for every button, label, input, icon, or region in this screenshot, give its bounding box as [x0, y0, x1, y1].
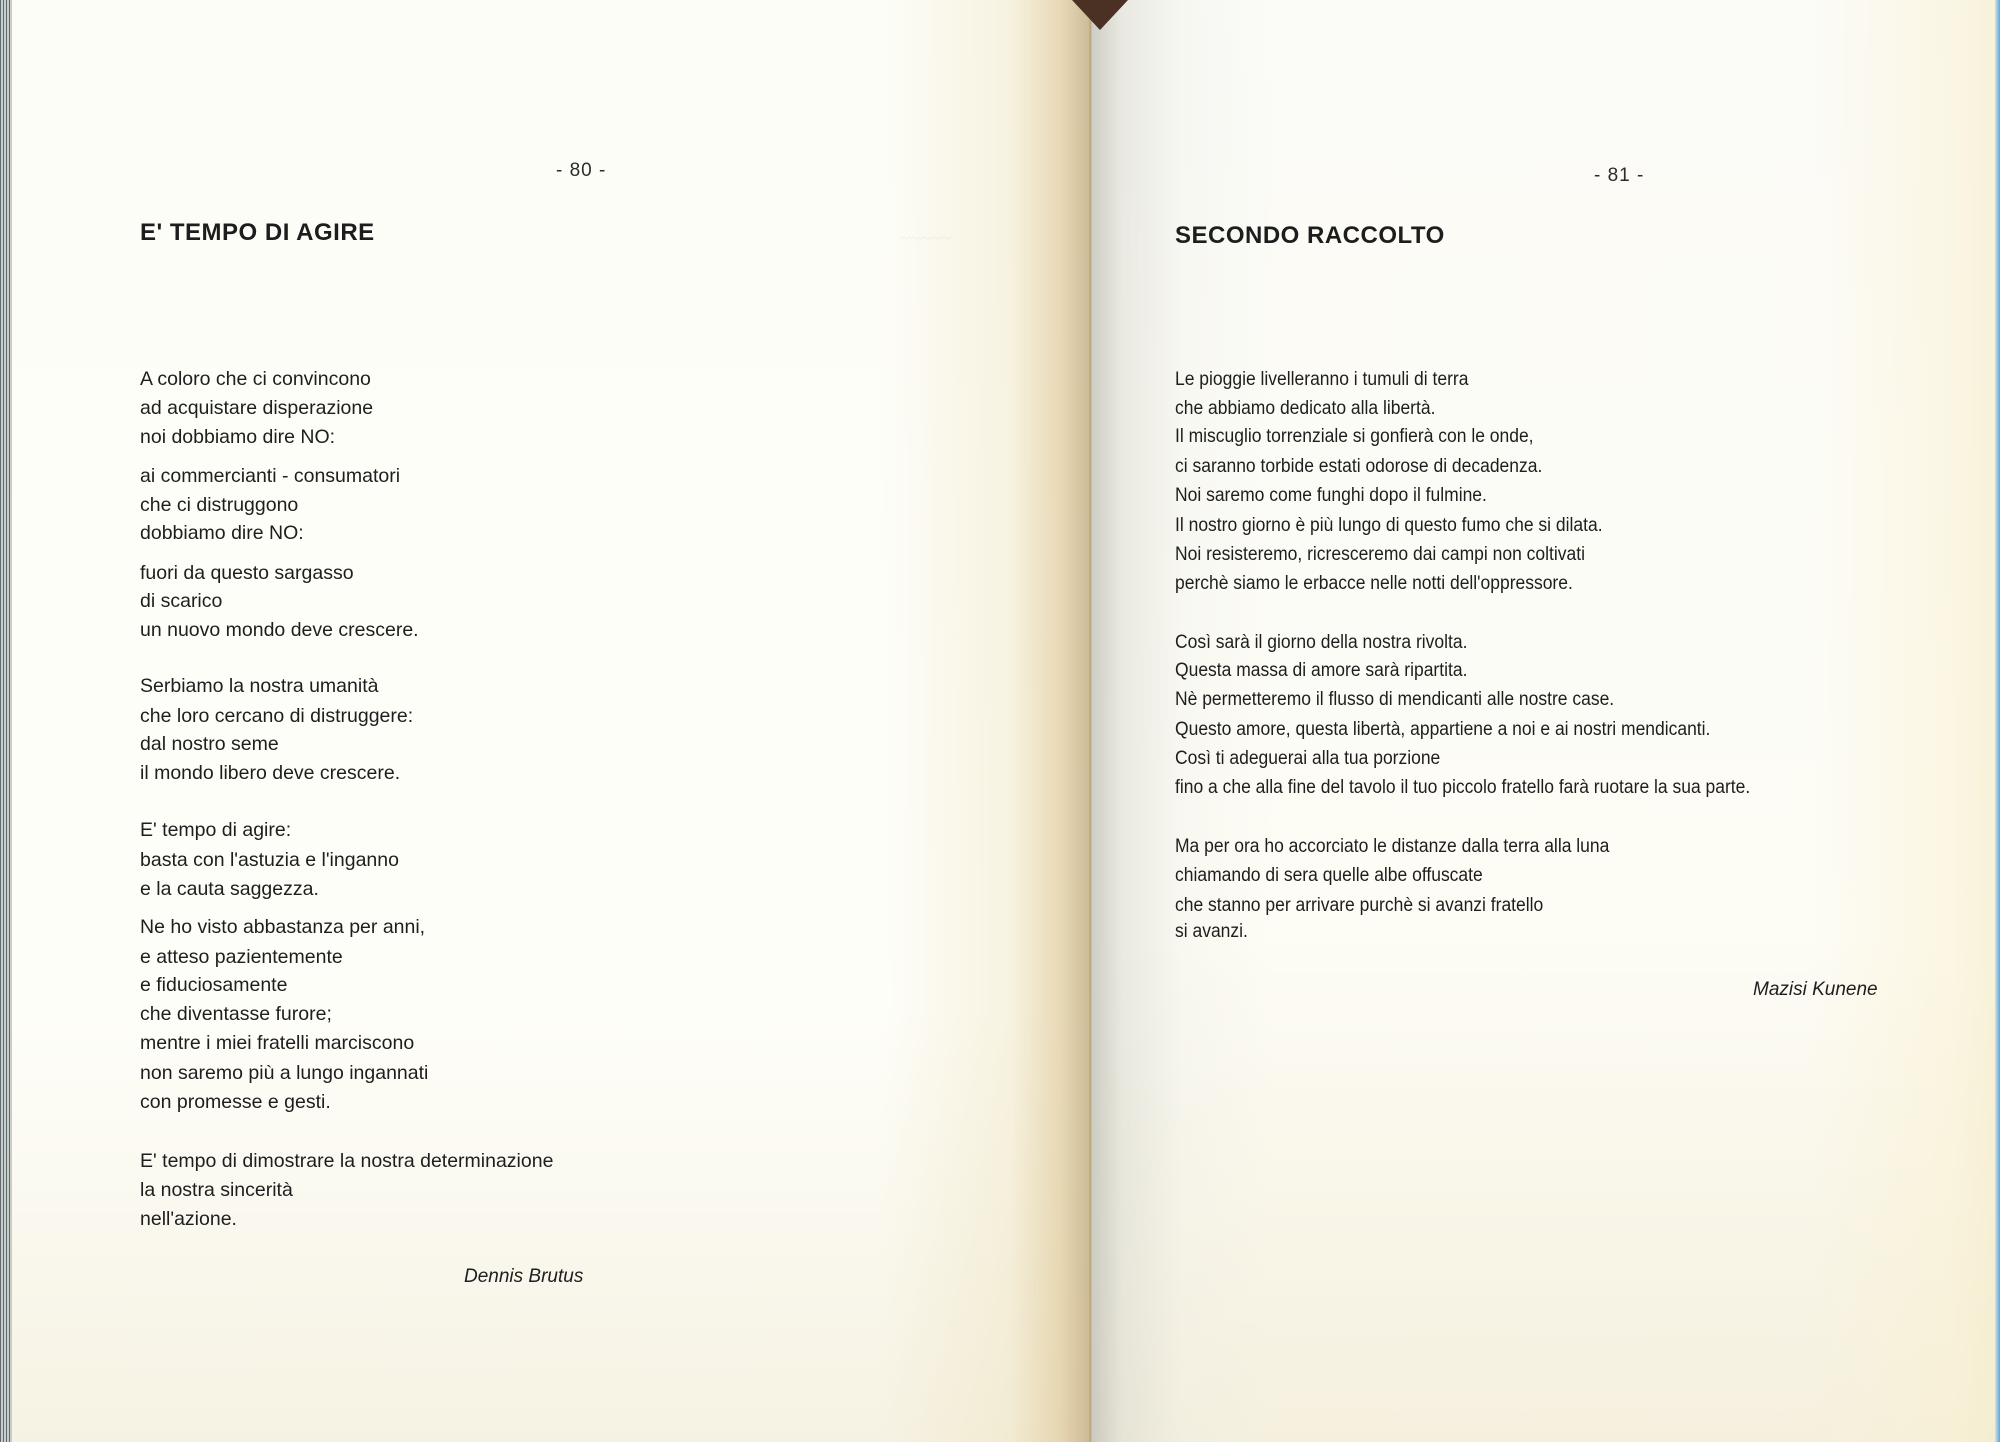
poem-title: E' TEMPO DI AGIRE [140, 219, 375, 246]
poem-line: Così ti adeguerai alla tua porzione [1175, 748, 1441, 769]
show-through-text: ~~~~~ [900, 228, 952, 249]
poem-line: perchè siamo le erbacce nelle notti dell'oppressore. [1175, 573, 1573, 594]
poem-line: Le pioggie livelleranno i tumuli di terra [1175, 369, 1469, 390]
poem-line: che loro cercano di distruggere: [140, 705, 414, 727]
poem-line: di scarico [140, 590, 223, 612]
poem-line: Ma per ora ho accorciato le distanze dalla terra alla luna [1175, 836, 1610, 857]
poem-line: Questa massa di amore sarà ripartita. [1175, 660, 1468, 681]
poem-line: E' tempo di agire: [140, 819, 292, 841]
poem-line: che stanno per arrivare purchè si avanzi fratello [1175, 895, 1544, 916]
page-edge [1995, 0, 2000, 1442]
poem-line: nell'azione. [140, 1208, 237, 1230]
poem-title: SECONDO RACCOLTO [1175, 222, 1445, 249]
poem-line: noi dobbiamo dire NO: [140, 426, 336, 448]
poem-line: fuori da questo sargasso [140, 562, 354, 584]
poem-line: Il miscuglio torrenziale si gonfierà con le onde, [1175, 426, 1534, 447]
poem-line: con promesse e gesti. [140, 1091, 331, 1113]
poem-line: Noi resisteremo, ricresceremo dai campi non coltivati [1175, 544, 1585, 565]
author-signature: Mazisi Kunene [1753, 979, 1878, 1000]
poem-line: dal nostro seme [140, 733, 279, 755]
poem-line: un nuovo mondo deve crescere. [140, 619, 419, 641]
poem-line: Il nostro giorno è più lungo di questo fumo che si dilata. [1175, 515, 1603, 536]
poem-line: Così sarà il giorno della nostra rivolta. [1175, 632, 1468, 653]
author-signature: Dennis Brutus [464, 1266, 584, 1287]
poem-line: e la cauta saggezza. [140, 878, 319, 900]
page-number: - 81 - [1594, 165, 1645, 186]
poem-line: ai commercianti - consumatori [140, 465, 401, 487]
poem-line: che ci distruggono [140, 494, 299, 516]
page-stack-edge [0, 0, 12, 1442]
poem-line: Noi saremo come funghi dopo il fulmine. [1175, 485, 1487, 506]
page-number: - 80 - [556, 160, 607, 181]
poem-line: non saremo più a lungo ingannati [140, 1062, 429, 1084]
poem-line: Ne ho visto abbastanza per anni, [140, 916, 426, 938]
poem-line: si avanzi. [1175, 921, 1248, 942]
poem-line: ad acquistare disperazione [140, 397, 374, 419]
poem-line: E' tempo di dimostrare la nostra determinazione [140, 1150, 554, 1172]
poem-line: e atteso pazientemente [140, 946, 343, 968]
bookmark-ribbon [1072, 0, 1128, 30]
right-page [1092, 0, 2000, 1442]
poem-line: che diventasse furore; [140, 1003, 332, 1025]
poem-line: che abbiamo dedicato alla libertà. [1175, 398, 1436, 419]
book-spine [1089, 0, 1092, 1442]
poem-line: dobbiamo dire NO: [140, 522, 304, 544]
poem-line: chiamando di sera quelle albe offuscate [1175, 865, 1483, 886]
poem-line: A coloro che ci convincono [140, 368, 371, 390]
poem-line: Nè permetteremo il flusso di mendicanti alle nostre case. [1175, 689, 1615, 710]
poem-line: Serbiamo la nostra umanità [140, 675, 379, 697]
poem-line: la nostra sincerità [140, 1179, 293, 1201]
poem-line: fino a che alla fine del tavolo il tuo piccolo fratello farà ruotare la sua parte. [1175, 777, 1751, 798]
poem-line: mentre i miei fratelli marciscono [140, 1032, 415, 1054]
poem-line: il mondo libero deve crescere. [140, 762, 401, 784]
poem-line: Questo amore, questa libertà, appartiene a noi e ai nostri mendicanti. [1175, 719, 1711, 740]
poem-line: ci saranno torbide estati odorose di decadenza. [1175, 456, 1543, 477]
poem-line: e fiduciosamente [140, 974, 288, 996]
poem-line: basta con l'astuzia e l'inganno [140, 849, 399, 871]
